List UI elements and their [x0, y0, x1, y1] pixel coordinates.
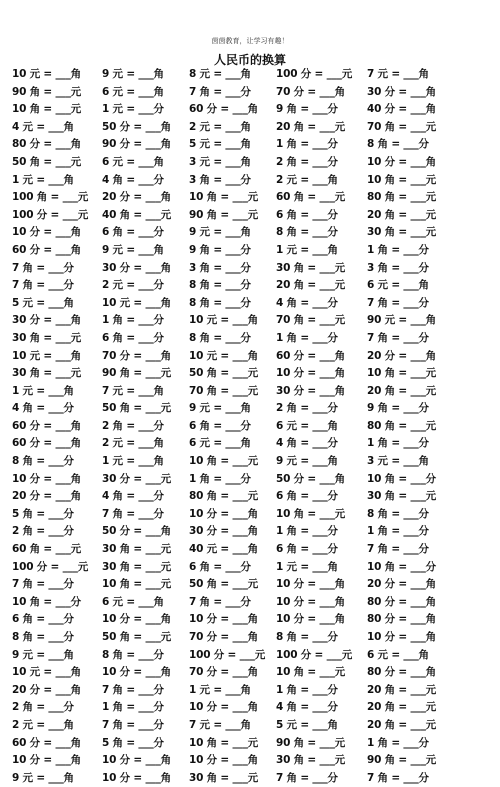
page-title: 人民币的换算 [213, 53, 286, 67]
exercise-item: 3 元 = ___角 [367, 455, 429, 468]
exercise-item: 10 分 = ___角 [189, 754, 258, 767]
exercise-item: 3 元 = ___角 [189, 155, 251, 168]
exercise-item: 8 角 = ___分 [102, 648, 164, 661]
exercise-item: 2 元 = ___角 [102, 437, 164, 450]
exercise-item: 80 分 = ___角 [367, 666, 436, 679]
exercise-item: 6 角 = ___分 [189, 419, 251, 432]
exercise-item: 2 元 = ___分 [102, 279, 164, 292]
exercise-item: 60 角 = ___元 [276, 191, 345, 204]
exercise-item: 6 角 = ___分 [12, 613, 74, 626]
exercise-item: 9 元 = ___角 [102, 68, 164, 80]
exercise-item: 2 元 = ___角 [276, 173, 338, 186]
exercise-item: 1 角 = ___分 [189, 472, 251, 485]
exercise-item: 10 角 = ___元 [189, 455, 258, 468]
exercise-item: 70 角 = ___元 [276, 314, 345, 327]
exercise-item: 2 角 = ___分 [102, 419, 164, 432]
exercise-item: 10 分 = ___角 [12, 472, 81, 485]
exercise-item: 4 元 = ___角 [12, 120, 74, 133]
exercise-item: 1 元 = ___角 [189, 683, 251, 696]
exercise-item: 1 元 = ___角 [102, 455, 164, 468]
exercise-item: 10 角 = ___分 [367, 472, 436, 485]
exercise-item: 6 元 = ___角 [102, 595, 164, 608]
exercise-item: 70 角 = ___元 [367, 120, 436, 133]
page-header: 茵茵教育，让学习有趣！ [211, 37, 289, 45]
exercise-item: 90 角 = ___元 [12, 85, 81, 98]
exercise-item: 6 角 = ___分 [276, 543, 338, 556]
exercise-item: 10 分 = ___角 [189, 613, 258, 626]
exercise-item: 8 角 = ___分 [276, 226, 338, 239]
exercise-item: 20 角 = ___元 [367, 384, 436, 397]
exercise-item: 100 分 = ___元 [12, 560, 89, 573]
exercise-item: 8 角 = ___分 [189, 279, 251, 292]
exercise-item: 10 角 = ___元 [276, 666, 345, 679]
exercise-item: 30 分 = ___角 [367, 85, 436, 98]
exercise-item: 90 角 = ___元 [102, 367, 171, 380]
exercise-item: 1 角 = ___分 [276, 138, 338, 151]
exercise-item: 40 元 = ___角 [189, 543, 258, 556]
exercise-item: 4 角 = ___分 [12, 402, 74, 415]
exercise-item: 6 元 = ___角 [276, 419, 338, 432]
exercise-item: 100 角 = ___元 [12, 191, 89, 204]
exercise-item: 50 角 = ___元 [189, 367, 258, 380]
exercise-item: 4 角 = ___分 [102, 490, 164, 503]
exercise-item: 1 角 = ___分 [276, 525, 338, 538]
exercise-item: 7 角 = ___分 [12, 578, 74, 591]
exercise-grid [12, 66, 490, 787]
exercise-item: 1 角 = ___分 [367, 243, 429, 256]
exercise-item: 10 分 = ___角 [102, 754, 171, 767]
exercise-item: 70 分 = ___角 [276, 85, 345, 98]
exercise-item: 30 角 = ___元 [367, 490, 436, 503]
exercise-item: 90 角 = ___元 [367, 754, 436, 767]
exercise-item: 90 元 = ___角 [367, 314, 436, 327]
exercise-item: 1 角 = ___分 [102, 314, 164, 327]
exercise-item: 2 角 = ___分 [12, 525, 74, 538]
exercise-item: 30 分 = ___元 [102, 472, 171, 485]
exercise-item: 3 角 = ___分 [189, 261, 251, 274]
exercise-item: 7 元 = ___角 [102, 384, 164, 397]
exercise-item: 8 角 = ___分 [367, 138, 429, 151]
exercise-item: 30 分 = ___角 [189, 525, 258, 538]
exercise-item: 20 分 = ___角 [367, 578, 436, 591]
exercise-item: 8 角 = ___分 [12, 455, 74, 468]
exercise-item: 20 分 = ___角 [12, 490, 81, 503]
exercise-item: 20 角 = ___元 [276, 120, 345, 133]
exercise-item: 30 角 = ___元 [367, 226, 436, 239]
exercise-item: 100 分 = ___元 [276, 648, 353, 661]
exercise-item: 6 角 = ___分 [276, 490, 338, 503]
exercise-item: 50 分 = ___角 [102, 525, 171, 538]
exercise-item: 60 分 = ___角 [12, 437, 81, 450]
exercise-item: 30 角 = ___元 [102, 543, 171, 556]
exercise-item: 7 角 = ___分 [189, 85, 251, 98]
exercise-item: 4 角 = ___分 [276, 701, 338, 714]
exercise-item: 10 元 = ___角 [102, 296, 171, 309]
exercise-item: 6 角 = ___分 [102, 226, 164, 239]
exercise-item: 50 角 = ___元 [189, 578, 258, 591]
exercise-item: 10 元 = ___角 [189, 349, 258, 362]
exercise-item: 3 角 = ___分 [367, 261, 429, 274]
exercise-item: 20 角 = ___元 [276, 279, 345, 292]
exercise-item: 30 分 = ___角 [276, 384, 345, 397]
exercise-item: 10 分 = ___角 [102, 613, 171, 626]
exercise-item: 1 角 = ___分 [367, 437, 429, 450]
exercise-item: 9 元 = ___角 [12, 648, 74, 661]
exercise-item: 10 角 = ___元 [12, 103, 81, 116]
exercise-item: 20 角 = ___元 [367, 718, 436, 731]
exercise-item: 80 角 = ___元 [189, 490, 258, 503]
exercise-item: 80 分 = ___角 [367, 613, 436, 626]
exercise-item: 8 角 = ___分 [189, 296, 251, 309]
exercise-item: 4 角 = ___分 [102, 173, 164, 186]
exercise-item: 10 分 = ___角 [12, 754, 81, 767]
exercise-item: 30 角 = ___元 [189, 771, 258, 784]
exercise-item: 80 分 = ___角 [367, 595, 436, 608]
exercise-item: 90 分 = ___角 [102, 138, 171, 151]
exercise-item: 10 分 = ___角 [276, 578, 345, 591]
exercise-item: 100 分 = ___元 [276, 68, 353, 80]
exercise-item: 10 元 = ___角 [189, 314, 258, 327]
exercise-item: 100 分 = ___元 [12, 208, 89, 221]
exercise-item: 70 角 = ___元 [189, 384, 258, 397]
exercise-item: 10 分 = ___角 [367, 155, 436, 168]
exercise-item: 10 元 = ___角 [12, 666, 81, 679]
exercise-item: 50 角 = ___元 [12, 155, 81, 168]
exercise-item: 1 角 = ___分 [276, 331, 338, 344]
exercise-item: 5 元 = ___角 [12, 296, 74, 309]
exercise-item: 10 角 = ___元 [367, 173, 436, 186]
exercise-item: 10 角 = ___分 [12, 595, 81, 608]
exercise-item: 7 角 = ___分 [102, 718, 164, 731]
exercise-item: 10 角 = ___元 [276, 507, 345, 520]
exercise-item: 7 角 = ___分 [12, 279, 74, 292]
exercise-item: 1 元 = ___角 [12, 384, 74, 397]
exercise-item: 8 角 = ___分 [12, 631, 74, 643]
exercise-item: 9 角 = ___分 [276, 103, 338, 116]
exercise-item: 10 元 = ___角 [12, 349, 81, 362]
exercise-item: 50 角 = ___元 [102, 631, 171, 643]
exercise-item: 80 分 = ___角 [12, 138, 81, 151]
exercise-item: 10 分 = ___角 [189, 507, 258, 520]
exercise-item: 4 角 = ___分 [276, 437, 338, 450]
exercise-item: 2 元 = ___角 [189, 120, 251, 133]
exercise-item: 10 角 = ___分 [367, 560, 436, 573]
exercise-item: 10 分 = ___角 [276, 613, 345, 626]
exercise-item: 40 分 = ___角 [367, 103, 436, 116]
exercise-item: 7 元 = ___角 [367, 68, 429, 80]
exercise-item: 9 元 = ___角 [102, 243, 164, 256]
exercise-item: 60 分 = ___角 [276, 349, 345, 362]
exercise-item: 5 元 = ___角 [189, 138, 251, 151]
exercise-item: 10 分 = ___角 [12, 226, 81, 239]
exercise-item: 30 角 = ___元 [12, 367, 81, 380]
exercise-item: 3 角 = ___分 [189, 173, 251, 186]
exercise-item: 50 角 = ___元 [102, 402, 171, 415]
exercise-item: 5 角 = ___分 [12, 507, 74, 520]
exercise-item: 9 元 = ___角 [189, 226, 251, 239]
exercise-item: 30 分 = ___角 [12, 314, 81, 327]
exercise-item: 8 角 = ___分 [367, 507, 429, 520]
exercise-item: 6 角 = ___分 [189, 560, 251, 573]
exercise-item: 20 角 = ___元 [367, 208, 436, 221]
exercise-item: 5 角 = ___分 [102, 736, 164, 749]
exercise-item: 10 元 = ___角 [12, 68, 81, 80]
exercise-item: 10 角 = ___元 [367, 367, 436, 380]
exercise-item: 7 角 = ___分 [189, 595, 251, 608]
exercise-item: 7 角 = ___分 [367, 296, 429, 309]
exercise-item: 10 角 = ___元 [102, 578, 171, 591]
exercise-item: 20 角 = ___元 [367, 701, 436, 714]
exercise-item: 7 角 = ___分 [102, 507, 164, 520]
exercise-item: 1 角 = ___分 [367, 525, 429, 538]
exercise-item: 50 分 = ___角 [102, 120, 171, 133]
exercise-item: 2 元 = ___角 [12, 718, 74, 731]
exercise-item: 60 分 = ___角 [189, 103, 258, 116]
exercise-item: 9 元 = ___角 [189, 402, 251, 415]
exercise-item: 10 分 = ___角 [102, 771, 171, 784]
exercise-item: 1 元 = ___角 [276, 243, 338, 256]
exercise-item: 1 角 = ___分 [367, 736, 429, 749]
exercise-item: 8 角 = ___分 [189, 331, 251, 344]
exercise-item: 30 分 = ___角 [102, 261, 171, 274]
exercise-item: 10 角 = ___元 [189, 191, 258, 204]
exercise-item: 7 角 = ___分 [367, 771, 429, 784]
exercise-item: 10 分 = ___角 [102, 666, 171, 679]
exercise-item: 1 元 = ___分 [102, 103, 164, 116]
exercise-item: 10 分 = ___角 [189, 701, 258, 714]
exercise-item: 20 分 = ___角 [367, 349, 436, 362]
exercise-item: 8 元 = ___角 [189, 68, 251, 80]
exercise-item: 6 元 = ___角 [367, 279, 429, 292]
exercise-item: 60 分 = ___角 [12, 243, 81, 256]
exercise-item: 50 分 = ___角 [276, 472, 345, 485]
exercise-item: 6 角 = ___分 [102, 331, 164, 344]
exercise-item: 80 角 = ___元 [367, 191, 436, 204]
exercise-item: 2 角 = ___分 [276, 402, 338, 415]
exercise-item: 5 元 = ___角 [276, 718, 338, 731]
exercise-item: 90 角 = ___元 [189, 208, 258, 221]
exercise-item: 6 角 = ___分 [276, 208, 338, 221]
exercise-item: 4 角 = ___分 [276, 296, 338, 309]
exercise-item: 30 角 = ___元 [12, 331, 81, 344]
exercise-item: 60 角 = ___元 [12, 543, 81, 556]
exercise-item: 7 角 = ___分 [367, 543, 429, 556]
exercise-item: 20 分 = ___角 [12, 683, 81, 696]
exercise-item: 7 角 = ___分 [367, 331, 429, 344]
exercise-item: 100 分 = ___元 [189, 648, 266, 661]
exercise-item: 70 分 = ___角 [189, 631, 258, 643]
exercise-item: 60 分 = ___角 [12, 419, 81, 432]
exercise-item: 30 角 = ___元 [276, 261, 345, 274]
exercise-item: 1 元 = ___角 [12, 173, 74, 186]
exercise-item: 30 角 = ___元 [276, 754, 345, 767]
exercise-item: 60 分 = ___角 [12, 736, 81, 749]
exercise-item: 20 角 = ___元 [367, 683, 436, 696]
exercise-item: 6 元 = ___角 [367, 648, 429, 661]
exercise-item: 90 角 = ___元 [276, 736, 345, 749]
exercise-item: 1 角 = ___分 [102, 701, 164, 714]
exercise-item: 9 角 = ___分 [367, 402, 429, 415]
exercise-item: 7 角 = ___分 [102, 683, 164, 696]
exercise-item: 7 角 = ___分 [12, 261, 74, 274]
exercise-item: 6 元 = ___角 [102, 155, 164, 168]
exercise-item: 80 角 = ___元 [367, 419, 436, 432]
exercise-item: 6 元 = ___角 [102, 85, 164, 98]
exercise-item: 10 分 = ___角 [276, 595, 345, 608]
exercise-item: 2 角 = ___分 [276, 155, 338, 168]
exercise-item: 9 角 = ___分 [189, 243, 251, 256]
exercise-item: 9 元 = ___角 [276, 455, 338, 468]
exercise-item: 70 分 = ___角 [189, 666, 258, 679]
exercise-item: 2 角 = ___分 [12, 701, 74, 714]
exercise-item: 30 角 = ___元 [102, 560, 171, 573]
exercise-item: 20 分 = ___角 [102, 191, 171, 204]
exercise-item: 9 元 = ___角 [12, 771, 74, 784]
exercise-item: 7 元 = ___角 [189, 718, 251, 731]
exercise-item: 8 角 = ___分 [276, 631, 338, 643]
exercise-item: 40 角 = ___元 [102, 208, 171, 221]
exercise-item: 70 分 = ___角 [102, 349, 171, 362]
exercise-item: 1 元 = ___角 [276, 560, 338, 573]
exercise-item: 10 分 = ___角 [367, 631, 436, 643]
exercise-item: 10 角 = ___元 [189, 736, 258, 749]
exercise-item: 6 元 = ___角 [189, 437, 251, 450]
exercise-item: 1 角 = ___分 [276, 683, 338, 696]
exercise-item: 10 分 = ___角 [276, 367, 345, 380]
exercise-item: 7 角 = ___分 [276, 771, 338, 784]
